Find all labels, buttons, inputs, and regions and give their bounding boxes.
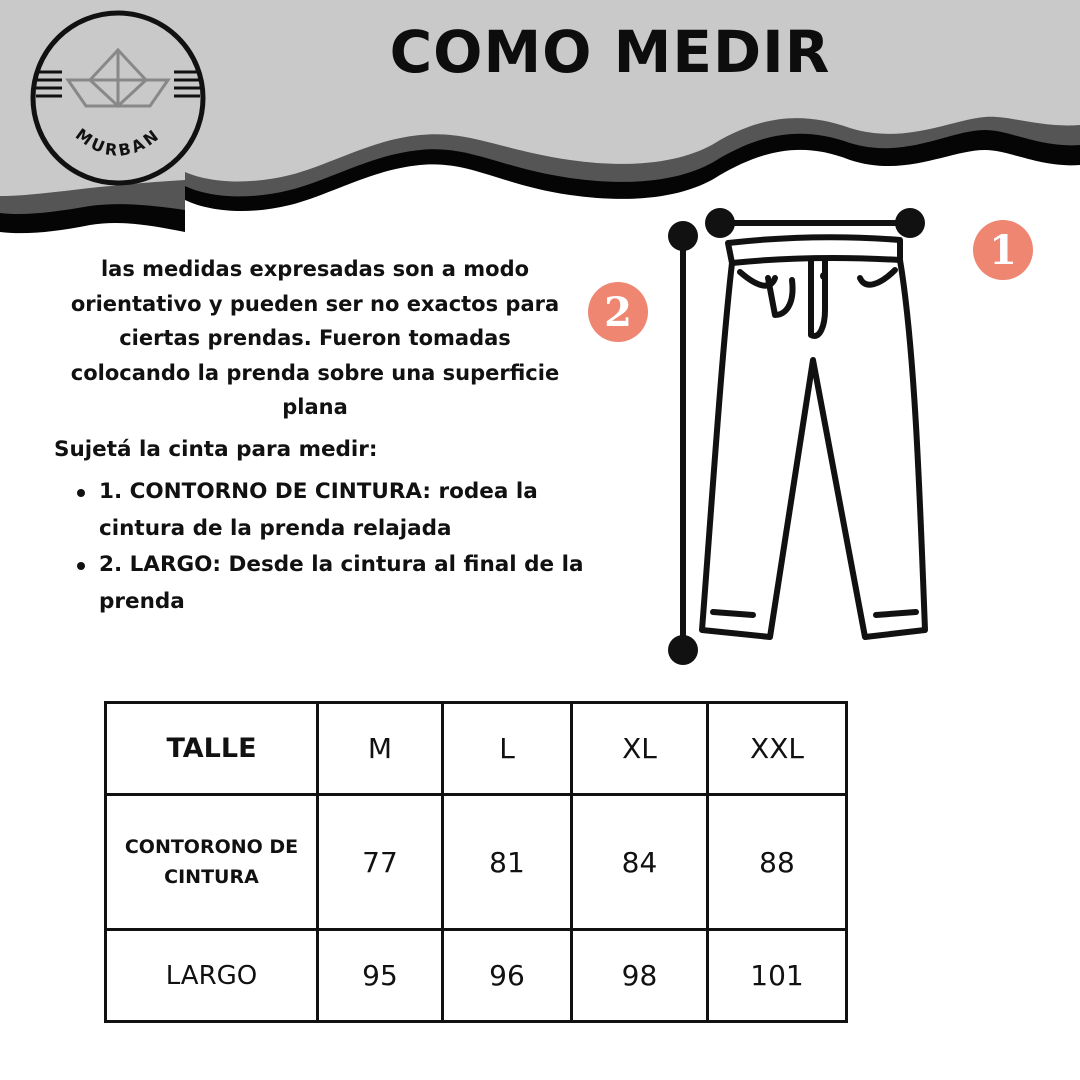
- table-row: [106, 795, 847, 930]
- row-label-waist: CONTORONO DE CINTURA: [106, 795, 318, 930]
- column-header: M: [318, 703, 443, 795]
- pants-icon: [702, 237, 925, 637]
- intro-text: las medidas expresadas son a modo orientativo y pueden ser no exactos para ciertas prendas. Fueron tomadas colocando la prenda sobre una superficie plana: [70, 257, 560, 419]
- table-cell: 88: [708, 795, 847, 930]
- waist-measure-line: [705, 208, 925, 238]
- table-cell: 101: [708, 930, 847, 1022]
- measurement-diagram: [580, 200, 1050, 670]
- size-table: [104, 701, 848, 1023]
- badge-waist: [973, 220, 1033, 280]
- table-cell: 96: [443, 930, 572, 1022]
- page-title: COMO MEDIR: [389, 18, 831, 86]
- table-cell: 84: [572, 795, 708, 930]
- logo-text: MURBAN: [71, 124, 165, 161]
- badge-length-number: 2: [604, 289, 632, 336]
- badge-waist-number: 1: [989, 227, 1017, 274]
- brand-logo: [28, 8, 208, 188]
- table-header-row: [106, 703, 847, 795]
- table-row: [106, 930, 847, 1022]
- column-header: XXL: [708, 703, 847, 795]
- row-label-length: LARGO: [106, 930, 318, 1022]
- instructions-title: Sujetá la cinta para medir:: [54, 437, 378, 462]
- instruction-length: 2. LARGO: Desde la cintura al final de la prenda: [99, 547, 584, 620]
- table-corner-label: TALLE: [106, 703, 318, 795]
- table-cell: 77: [318, 795, 443, 930]
- table-cell: 81: [443, 795, 572, 930]
- badge-length: [588, 282, 648, 342]
- table-cell: 95: [318, 930, 443, 1022]
- column-header: L: [443, 703, 572, 795]
- column-header: XL: [572, 703, 708, 795]
- instructions-list: [99, 474, 584, 620]
- length-measure-line: [668, 221, 698, 665]
- instruction-waist: 1. CONTORNO DE CINTURA: rodea la cintura de la prenda relajada: [99, 474, 584, 547]
- table-cell: 98: [572, 930, 708, 1022]
